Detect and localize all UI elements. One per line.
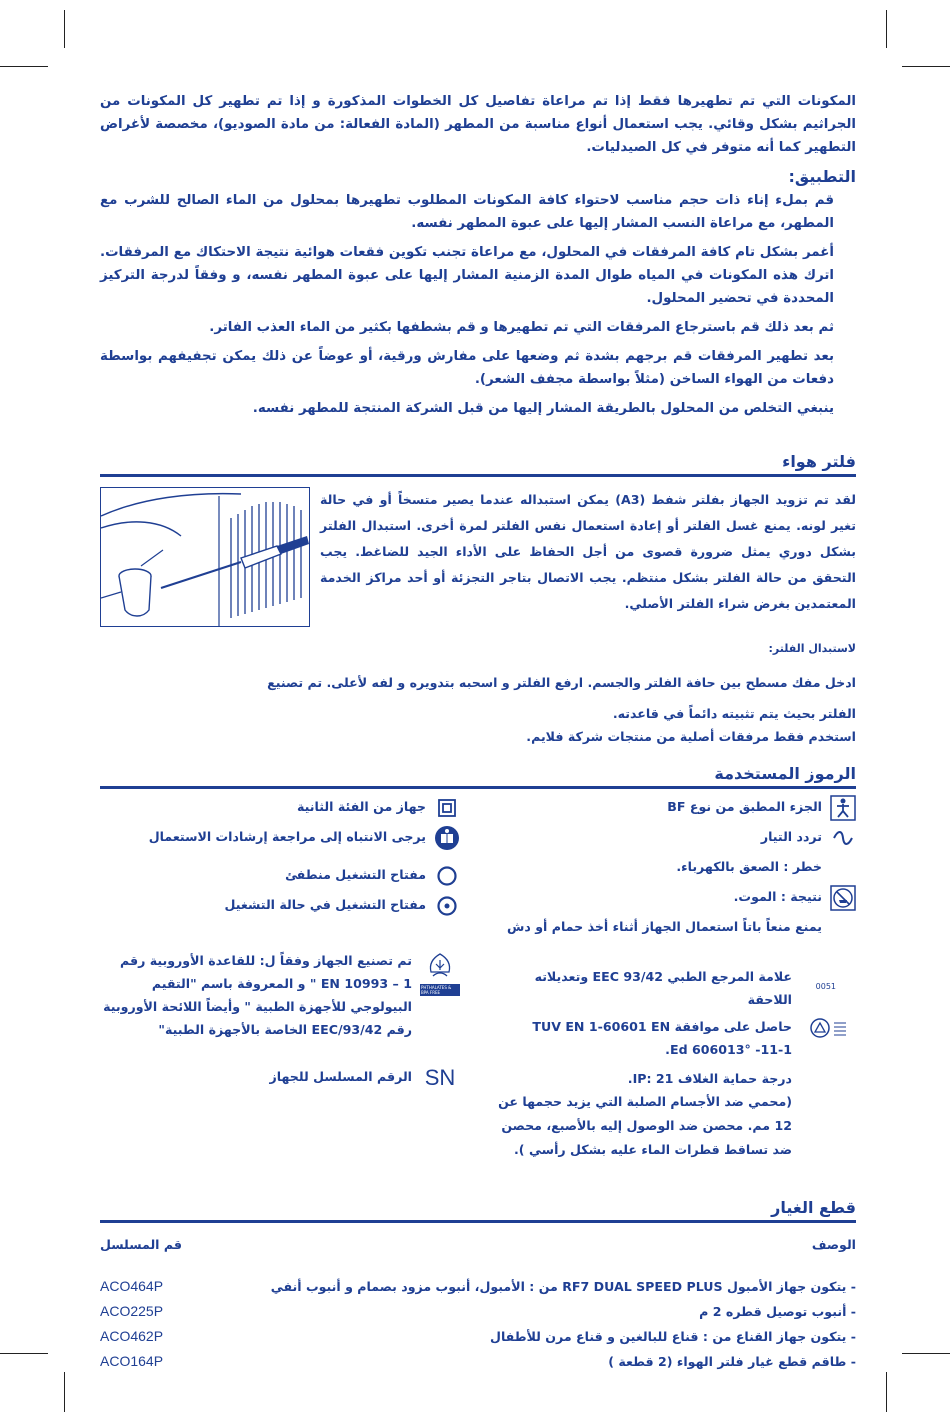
ac-current-icon xyxy=(830,825,856,851)
sn-label: الرقم المسلسل للجهاز xyxy=(269,1069,412,1084)
part-code: ACO225P xyxy=(100,1303,164,1319)
crop-mark xyxy=(886,10,887,48)
biocompatibility-icon xyxy=(420,949,460,997)
symbol-label: نتيجة : الموت. xyxy=(733,889,822,904)
no-shower-icon xyxy=(830,885,856,911)
symbol-label: مفتاح التشغيل في حالة التشغيل xyxy=(224,897,426,912)
table-row xyxy=(100,1274,856,1299)
ce-label: علامة المرجع الطبي 93/42 EEC وتعديلاته اللاحقة xyxy=(534,969,792,1007)
section-rule xyxy=(100,786,856,789)
air-filter-title: فلتر هواء xyxy=(782,452,856,471)
spare-parts-section xyxy=(100,1196,856,1374)
spacer xyxy=(800,1067,856,1093)
symbols-section xyxy=(100,762,856,1166)
air-filter-section xyxy=(100,450,856,748)
symbol-label: خطر : الصعق بالكهرباء. xyxy=(676,859,822,874)
table-row xyxy=(100,1349,856,1374)
part-desc: - يتكون جهاز الأمبول RF7 DUAL SPEED PLUS من : الأمبول، أنبوب مزود بصمام و أنبوب أنفي xyxy=(270,1279,856,1294)
part-code: ACO462P xyxy=(100,1328,164,1344)
manual-page xyxy=(100,90,856,1374)
crop-mark xyxy=(902,66,950,67)
filter-replace-text: ادخل مفك مسطح بين حافة الفلتر والجسم. ارفع الفلتر و اسحبه بتدويره و لفه لأعلى. تم تصنيع xyxy=(267,675,856,690)
application-step: ينبغي التخلص من المحلول بالطريقة المشار إليها من قبل الشركة المنتجة للمطهر نفسه. xyxy=(252,401,834,416)
symbol-label: مفتاح التشغيل منطفئ xyxy=(285,867,426,882)
ce-mark-icon xyxy=(800,965,856,991)
symbol-label: الجزء المطبق من نوع BF xyxy=(667,799,822,814)
serial-number-icon xyxy=(420,1065,460,1091)
application-step: ثم بعد ذلك قم باسترجاع المرفقات التي تم تطهيرها و قم بشطفها بكثير من الماء العذب الفاتر. xyxy=(209,320,834,335)
power-off-icon xyxy=(434,863,460,889)
spare-parts-title: قطع الغيار xyxy=(771,1198,856,1217)
application-step: قم بملء إناء ذات حجم مناسب لاحتواء كافة المكونات المطلوب تطهيرها بمحلول من الماء الصالح للشرب مع المطهر، مع مراعاة النسب المشار إليها على عبوة المطهر نفسه. xyxy=(100,193,834,231)
class-ii-icon xyxy=(434,795,460,821)
bf-person-icon xyxy=(830,795,856,821)
table-row xyxy=(100,1299,856,1324)
intro-paragraph: المكونات التي تم تطهيرها فقط إذا تم مراعاة تفاصيل كل الخطوات المذكورة و إذا تم تطهير كل المكونات من الجراثيم بشكل وقائي. يجب استعمال أنواع مناسبة من المطهر (المادة الفعالة: من مادة الصوديو)، مخصصة لأغراض التطهير كما أنه متوفر في كل الصيدليات. xyxy=(100,94,856,155)
tuv-mark-icon xyxy=(800,1015,856,1041)
symbols-right-column xyxy=(496,795,856,1166)
crop-mark xyxy=(0,66,48,67)
application-step: أغمر بشكل تام كافة المرفقات في المحلول، مع مراعاة تجنب تكوين فقعات هوائية نتيجة الاحتكاك مع المرفقات. اترك هذه المكونات في المياه طوال المدة الزمنية المشار إليها على عبوة المطهر نفسه، و وفقاً لدرجة التركيز المحددة في تحضير المحلول. xyxy=(100,245,834,306)
part-desc: - يتكون جهاز القناع من : قناع للبالغين و قناع مرن للأطفال xyxy=(490,1329,856,1344)
crop-mark xyxy=(0,1353,48,1354)
tuv-label: حاصل على موافقة TUV EN 1-60601 EN xyxy=(532,1019,792,1034)
spare-parts-list xyxy=(100,1274,856,1374)
spacer xyxy=(830,915,856,941)
air-filter-text: لقد تم تزويد الجهاز بفلتر شفط (A3) يمكن استبداله عندما يصير متسخاً أو في حالة تغير لونه. يمنع غسل الفلتر أو إعادة استعمال نفس الفلتر لمرة أخرى. استبدال الفلتر بشكل دوري يمثل ضرورة قصوى من أجل الحفاظ على الأداء الجيد للضاغط. يجب التحقق من حالة الفلتر بشكل منتظم. يجب الاتصال بتاجر التجزئة أو أحد مراكز الخدمة المعتمدين بغرض شراء الفلتر الأصلي. xyxy=(320,492,857,611)
symbol-label: يرجى الانتباه إلى مراجعة إرشادات الاستعمال xyxy=(148,829,426,844)
symbol-label: جهاز من الفئة الثانية xyxy=(297,799,426,814)
ce-number: 0051 xyxy=(815,982,836,991)
tuv-label-2: 11-1- 606013° Ed. xyxy=(665,1042,792,1057)
col-code-header: قم المسلسل xyxy=(100,1237,183,1252)
filter-replace-title: لاستبدال الفلتر: xyxy=(768,642,856,655)
symbols-title: الرموز المستخدمة xyxy=(714,764,856,783)
power-on-icon xyxy=(434,893,460,919)
crop-mark xyxy=(886,1372,887,1412)
original-accessories-note: استخدم فقط مرفقات أصلية من منتجات شركة فلايم. xyxy=(526,729,856,744)
part-code: ACO164P xyxy=(100,1353,164,1369)
part-desc: - طاقم قطع غيار فلتر الهواء (2 قطعة ) xyxy=(608,1354,856,1369)
filter-illustration xyxy=(100,487,310,627)
part-code: ACO464P xyxy=(100,1278,164,1294)
ip-line: درجة حماية الغلاف IP: 21. xyxy=(627,1071,792,1086)
bio-badge: PHTHALATES & BPA FREE xyxy=(420,984,460,996)
application-step: بعد تطهير المرفقات قم برجهم بشدة ثم وضعها على مفارش ورقية، أو عوضاً عن ذلك يمكن تجفيفهم بواسطة دفعات من الهواء الساخن (مثلاً بواسطة مجفف الشعر). xyxy=(100,349,834,387)
ip-description: (محمي ضد الأجسام الصلبة التي يزيد حجمها عن 12 مم. محصن ضد الوصول إليه بالأصبع، محصن ضد تساقط قطرات الماء عليه بشكل رأسي ). xyxy=(498,1094,792,1157)
screwdriver-filter-icon xyxy=(101,488,309,626)
read-manual-icon xyxy=(434,825,460,851)
col-desc-header: الوصف xyxy=(811,1237,856,1252)
filter-replace-text: الفلتر بحيث يتم تثبيته دائماً في قاعدته. xyxy=(612,706,856,721)
symbol-label: تردد التيار xyxy=(760,829,822,844)
table-row xyxy=(100,1324,856,1349)
bio-label: تم تصنيع الجهاز وفقاً ل: للقاعدة الأوروبية رقم EN 10993 – 1 " و المعروفة باسم "التقيم البيولوجي للأجهزة الطبية " وأيضاً اللائحة الأوروبية رقم 93/42/EEC الخاصة بالأجهزة الطبية" xyxy=(103,953,412,1037)
application-section xyxy=(100,165,856,420)
section-rule xyxy=(100,474,856,477)
sn-mark: SN xyxy=(424,1065,456,1090)
symbol-label: يمنع منعاً باتاً استعمال الجهاز أثناء أخذ حمام أو دش xyxy=(506,919,822,934)
spare-parts-header xyxy=(100,1237,856,1252)
part-desc: - أنبوب توصيل قطره 2 م xyxy=(699,1304,856,1319)
crop-mark xyxy=(64,10,65,48)
application-title: التطبيق: xyxy=(788,167,856,186)
section-rule xyxy=(100,1220,856,1223)
spacer xyxy=(830,855,856,881)
symbols-left-column xyxy=(100,795,460,1166)
crop-mark xyxy=(64,1372,65,1412)
crop-mark xyxy=(902,1353,950,1354)
